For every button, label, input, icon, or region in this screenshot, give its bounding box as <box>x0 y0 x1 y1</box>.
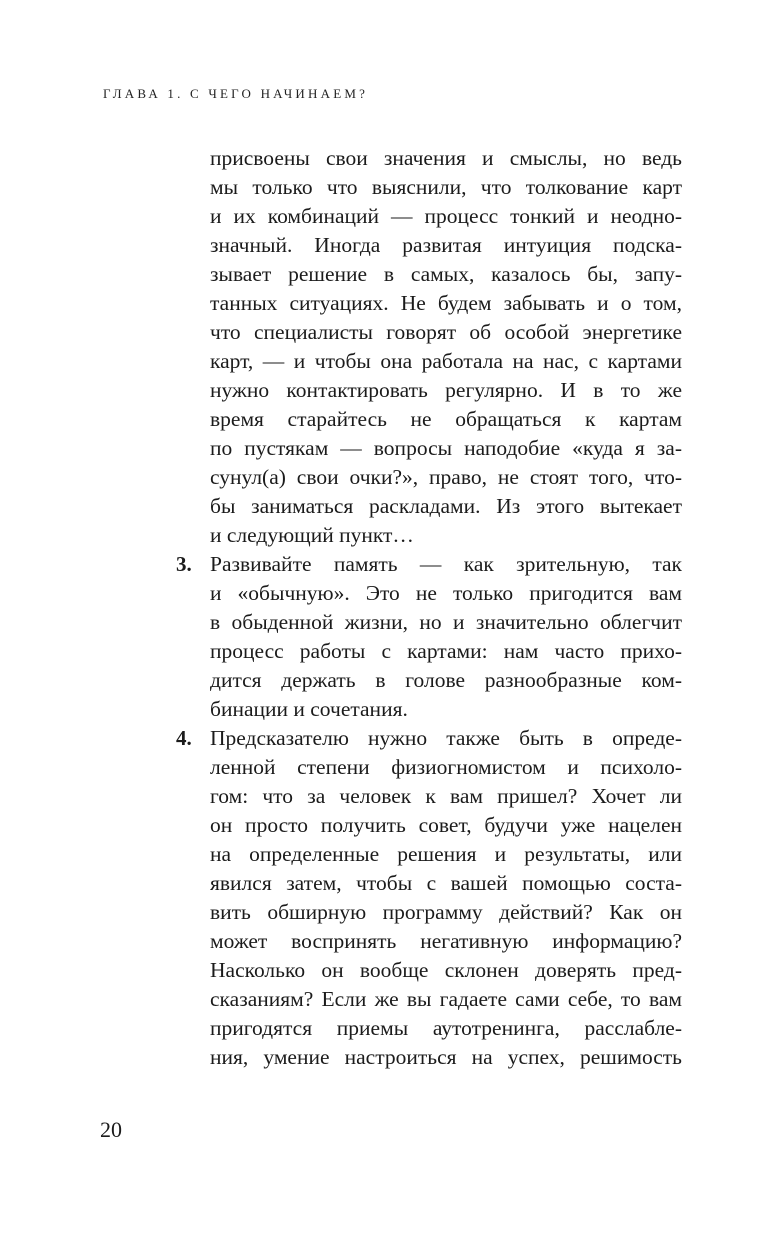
text-line: и их комбинаций — процесс тонкий и неодно- <box>210 204 682 228</box>
text-line: ленной степени физиогномистом и психоло- <box>210 755 682 779</box>
text-line: значный. Иногда развитая интуиция подска- <box>210 233 682 257</box>
text-line: в обыденной жизни, но и значительно облегчит <box>210 610 682 634</box>
text-line: сказаниям? Если же вы гадаете сами себе, то вам <box>210 987 682 1011</box>
text-line: процесс работы с картами: нам часто прихо- <box>210 639 682 663</box>
text-line: явился затем, чтобы с вашей помощью соста- <box>210 871 682 895</box>
text-line: сунул(а) свои очки?», право, не стоят того, что- <box>210 465 682 489</box>
text-line: нужно контактировать регулярно. И в то же <box>210 378 682 402</box>
text-line: пригодятся приемы аутотренинга, расслабле- <box>210 1016 682 1040</box>
text-line: по пустякам — вопросы наподобие «куда я за- <box>210 436 682 460</box>
text-line: время старайтесь не обращаться к картам <box>210 407 682 431</box>
text-line: бы заниматься раскладами. Из этого вытекает <box>210 494 682 518</box>
text-line: и следующий пункт… <box>210 523 414 547</box>
text-line: присвоены свои значения и смыслы, но ведь <box>210 146 682 170</box>
page-body <box>176 144 682 1072</box>
list-number: 3. <box>176 552 192 576</box>
running-head: ГЛАВА 1. С ЧЕГО НАЧИНАЕМ? <box>103 86 369 101</box>
text-line: танных ситуациях. Не будем забывать и о том, <box>210 291 682 315</box>
text-line: Предсказателю нужно также быть в опреде- <box>210 726 682 750</box>
paragraph-continuation <box>210 144 682 550</box>
text-line: на определенные решения и результаты, или <box>210 842 682 866</box>
text-line: Насколько он вообще склонен доверять пред- <box>210 958 682 982</box>
text-line: зывает решение в самых, казалось бы, запу- <box>210 262 682 286</box>
text-line: может воспринять негативную информацию? <box>210 929 682 953</box>
text-line: Развивайте память — как зрительную, так <box>210 552 682 576</box>
list-item-4 <box>176 724 682 1072</box>
list-number: 4. <box>176 726 192 750</box>
text-line: вить обширную программу действий? Как он <box>210 900 682 924</box>
text-line: и «обычную». Это не только пригодится вам <box>210 581 682 605</box>
text-line: бинации и сочетания. <box>210 697 408 721</box>
text-line: карт, — и чтобы она работала на нас, с картами <box>210 349 682 373</box>
text-line: он просто получить совет, будучи уже нацелен <box>210 813 682 837</box>
page-number: 20 <box>100 1117 122 1142</box>
text-line: что специалисты говорят об особой энергетике <box>210 320 682 344</box>
text-line: дится держать в голове разнообразные ком- <box>210 668 682 692</box>
list-item-3 <box>176 550 682 724</box>
text-line: ния, умение настроиться на успех, решимость <box>210 1045 682 1069</box>
text-line: гом: что за человек к вам пришел? Хочет ли <box>210 784 682 808</box>
text-line: мы только что выяснили, что толкование карт <box>210 175 682 199</box>
